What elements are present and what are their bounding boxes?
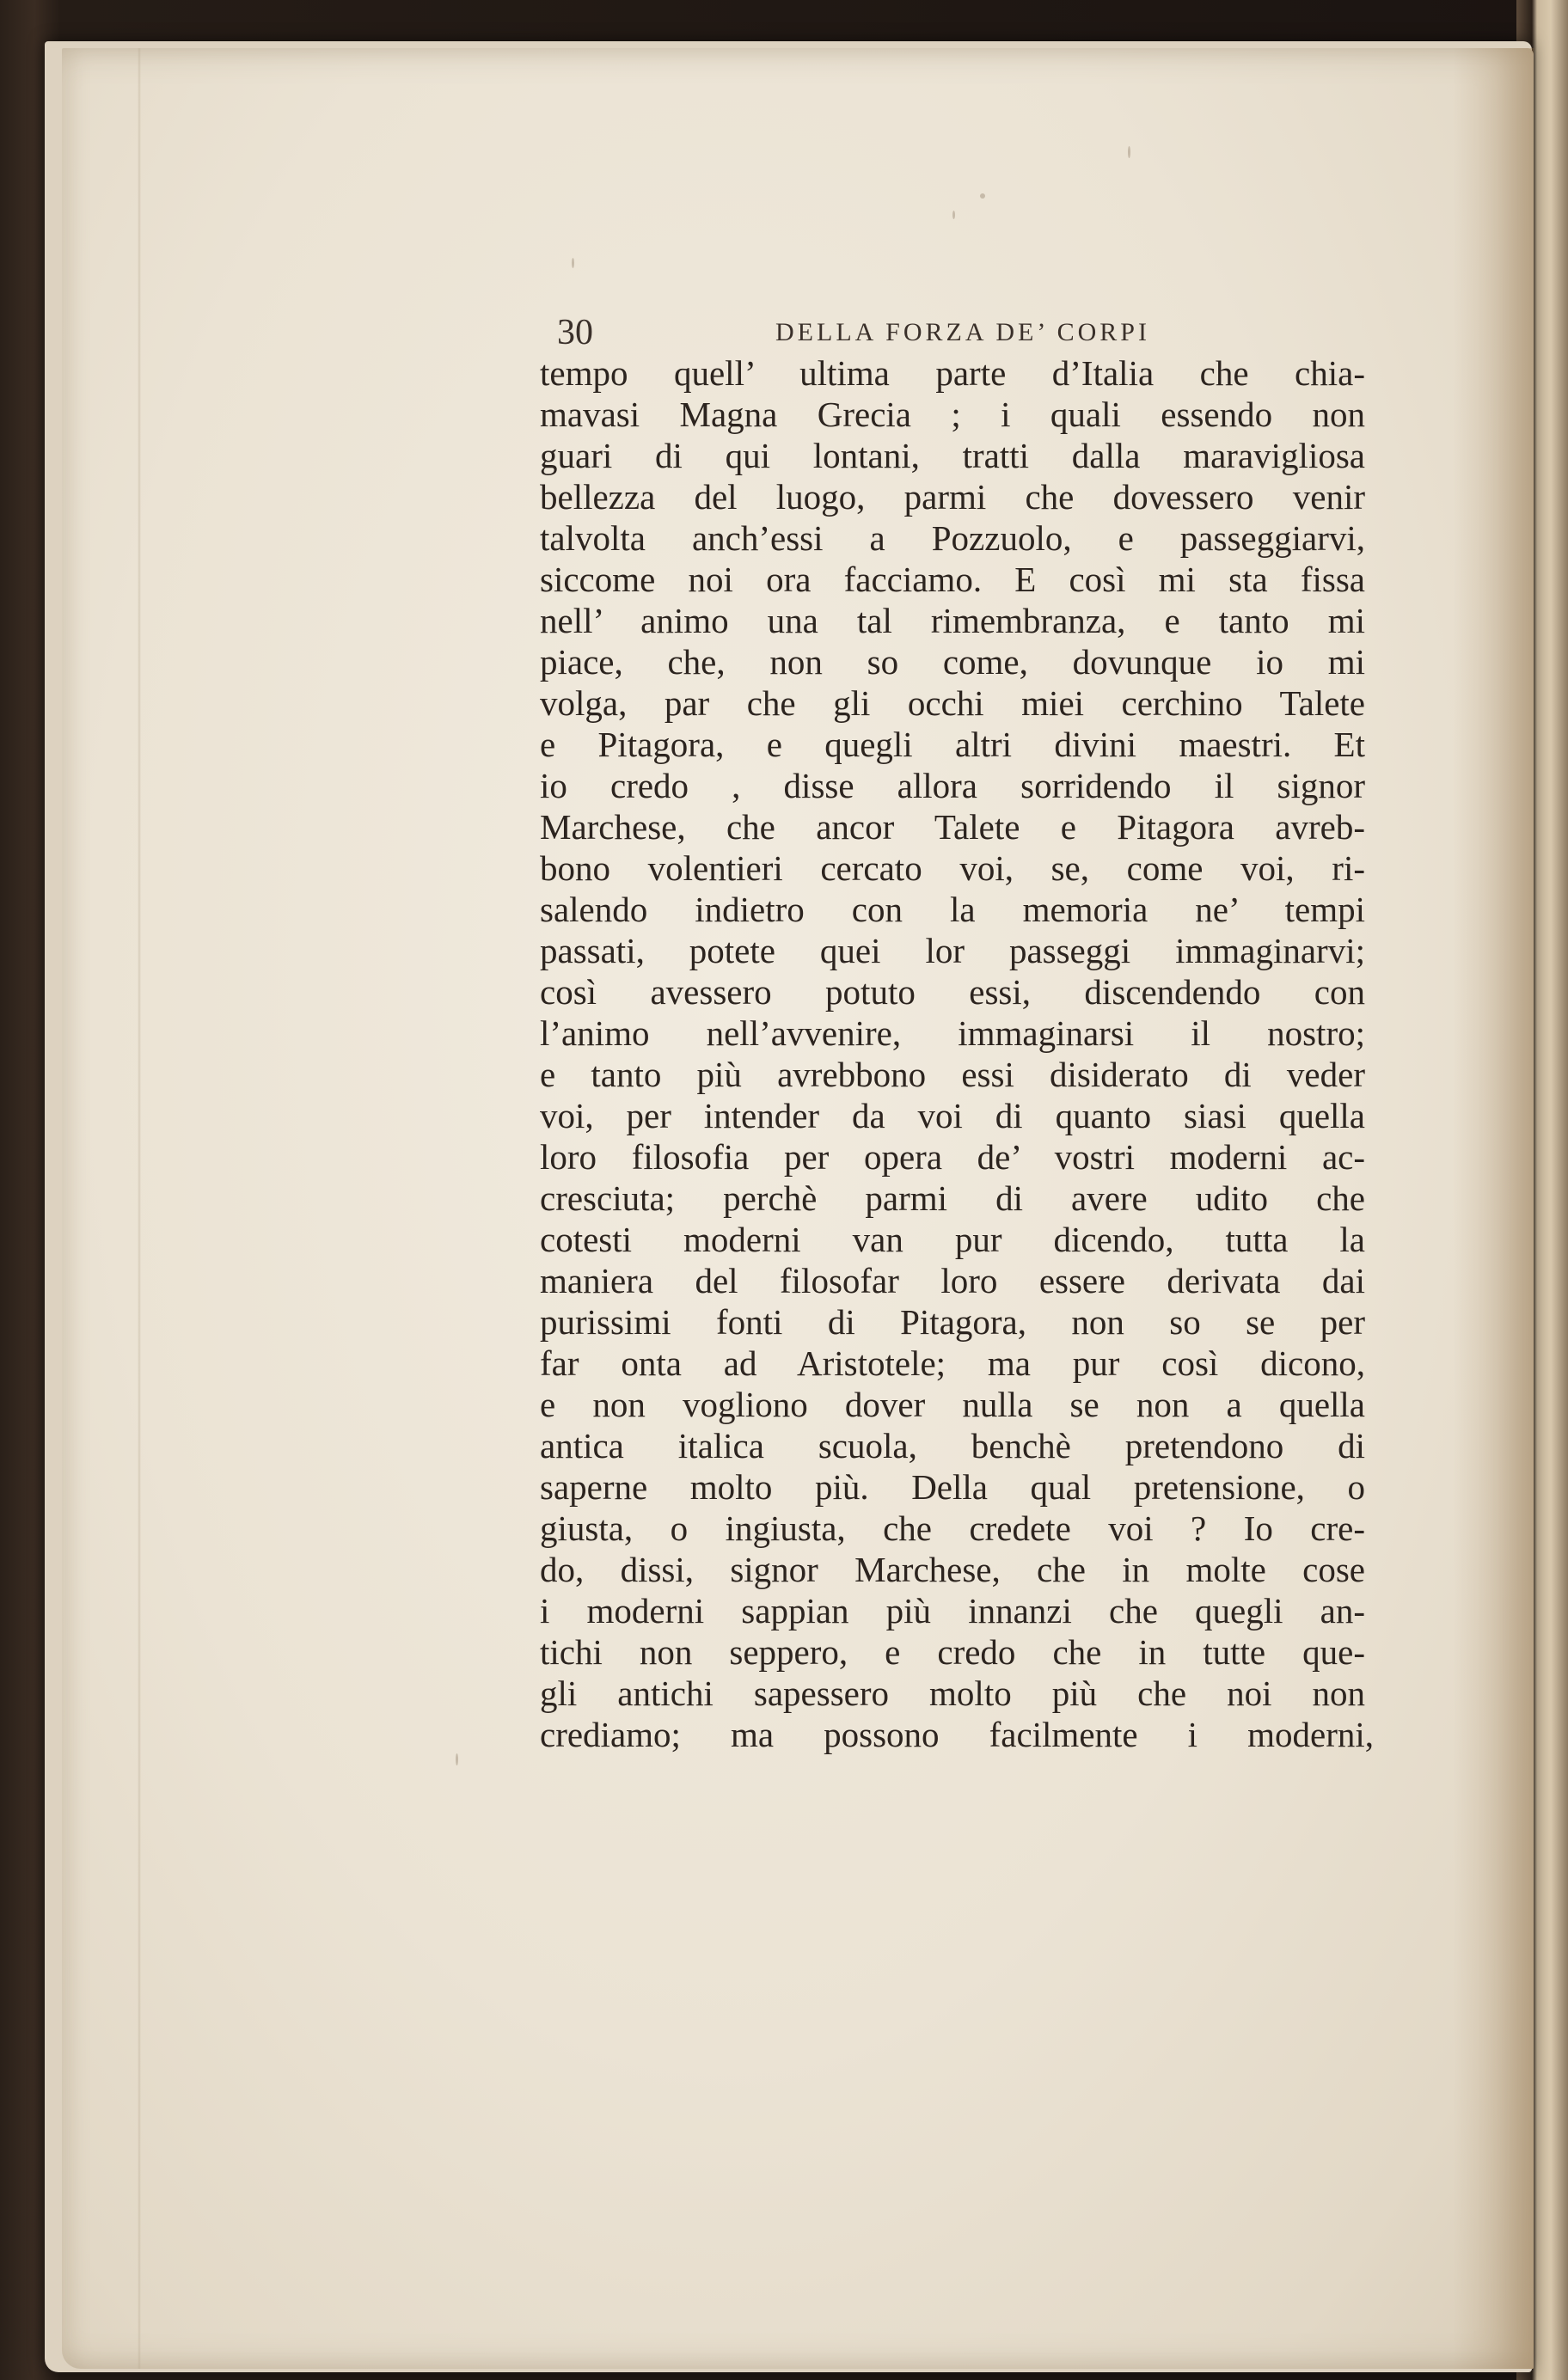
text-line: Marchese, che ancor Talete e Pitagora avreb- [540, 807, 1365, 847]
running-header [557, 309, 1391, 356]
foxing-spot [1128, 146, 1130, 158]
text-line: siccome noi ora facciamo. E così mi sta fissa [540, 560, 1365, 599]
text-line: far onta ad Aristotele; ma pur così dicono, [540, 1343, 1365, 1383]
text-line: e non vogliono dover nulla se non a quella [540, 1385, 1365, 1424]
text-line: volga, par che gli occhi miei cerchino Talete [540, 683, 1365, 723]
text-line: talvolta anch’essi a Pozzuolo, e passeggiarvi, [540, 518, 1365, 558]
text-line: cotesti moderni van pur dicendo, tutta la [540, 1220, 1365, 1259]
page-fold-line [138, 48, 141, 2369]
text-line: piace, che, non so come, dovunque io mi [540, 642, 1365, 682]
gutter-shadow [1453, 48, 1534, 2369]
text-line: giusta, o ingiusta, che credete voi ? Io cre- [540, 1508, 1365, 1548]
text-line: i moderni sappian più innanzi che quegli an- [540, 1591, 1365, 1631]
text-line: io credo , disse allora sorridendo il signor [540, 766, 1365, 805]
text-line: purissimi fonti di Pitagora, non so se per [540, 1302, 1365, 1342]
text-line: nell’ animo una tal rimembranza, e tanto mi [540, 601, 1365, 640]
text-line: guari di qui lontani, tratti dalla maravigliosa [540, 436, 1365, 475]
text-line: l’animo nell’avvenire, immaginarsi il nostro; [540, 1013, 1365, 1053]
foxing-spot [980, 193, 985, 199]
text-line: loro filosofia per opera de’ vostri moderni ac- [540, 1137, 1365, 1177]
text-line: voi, per intender da voi di quanto siasi quella [540, 1096, 1365, 1135]
text-line: così avessero potuto essi, discendendo con [540, 972, 1365, 1012]
text-line: mavasi Magna Grecia ; i quali essendo non [540, 395, 1365, 434]
text-line: passati, potete quei lor passeggi immaginarvi; [540, 931, 1365, 970]
text-line: crediamo; ma possono facilmente i moderni, [540, 1715, 1374, 1754]
foxing-spot [456, 1753, 458, 1765]
text-line: salendo indietro con la memoria ne’ tempi [540, 890, 1365, 929]
page-number: 30 [557, 313, 593, 352]
text-line: tichi non seppero, e credo che in tutte que- [540, 1632, 1365, 1672]
text-line: e Pitagora, e quegli altri divini maestri. Et [540, 725, 1365, 764]
text-line: bono volentieri cercato voi, se, come voi, ri- [540, 848, 1365, 888]
text-line: tempo quell’ ultima parte d’Italia che chia- [540, 353, 1365, 393]
body-text [540, 352, 1400, 1839]
text-line: bellezza del luogo, parmi che dovessero venir [540, 477, 1365, 517]
text-line: cresciuta; perchè parmi di avere udito che [540, 1178, 1365, 1218]
foxing-spot [952, 211, 955, 219]
text-line: antica italica scuola, benchè pretendono di [540, 1426, 1365, 1465]
text-line: e tanto più avrebbono essi disiderato di veder [540, 1055, 1365, 1094]
text-line: gli antichi sapessero molto più che noi non [540, 1673, 1365, 1713]
foxing-spot [572, 258, 574, 268]
text-line: do, dissi, signor Marchese, che in molte cose [540, 1550, 1365, 1589]
running-title: DELLA FORZA DE’ CORPI [775, 318, 1150, 346]
text-line: maniera del filosofar loro essere derivata dai [540, 1261, 1365, 1300]
text-line: saperne molto più. Della qual pretensione, o [540, 1467, 1365, 1507]
